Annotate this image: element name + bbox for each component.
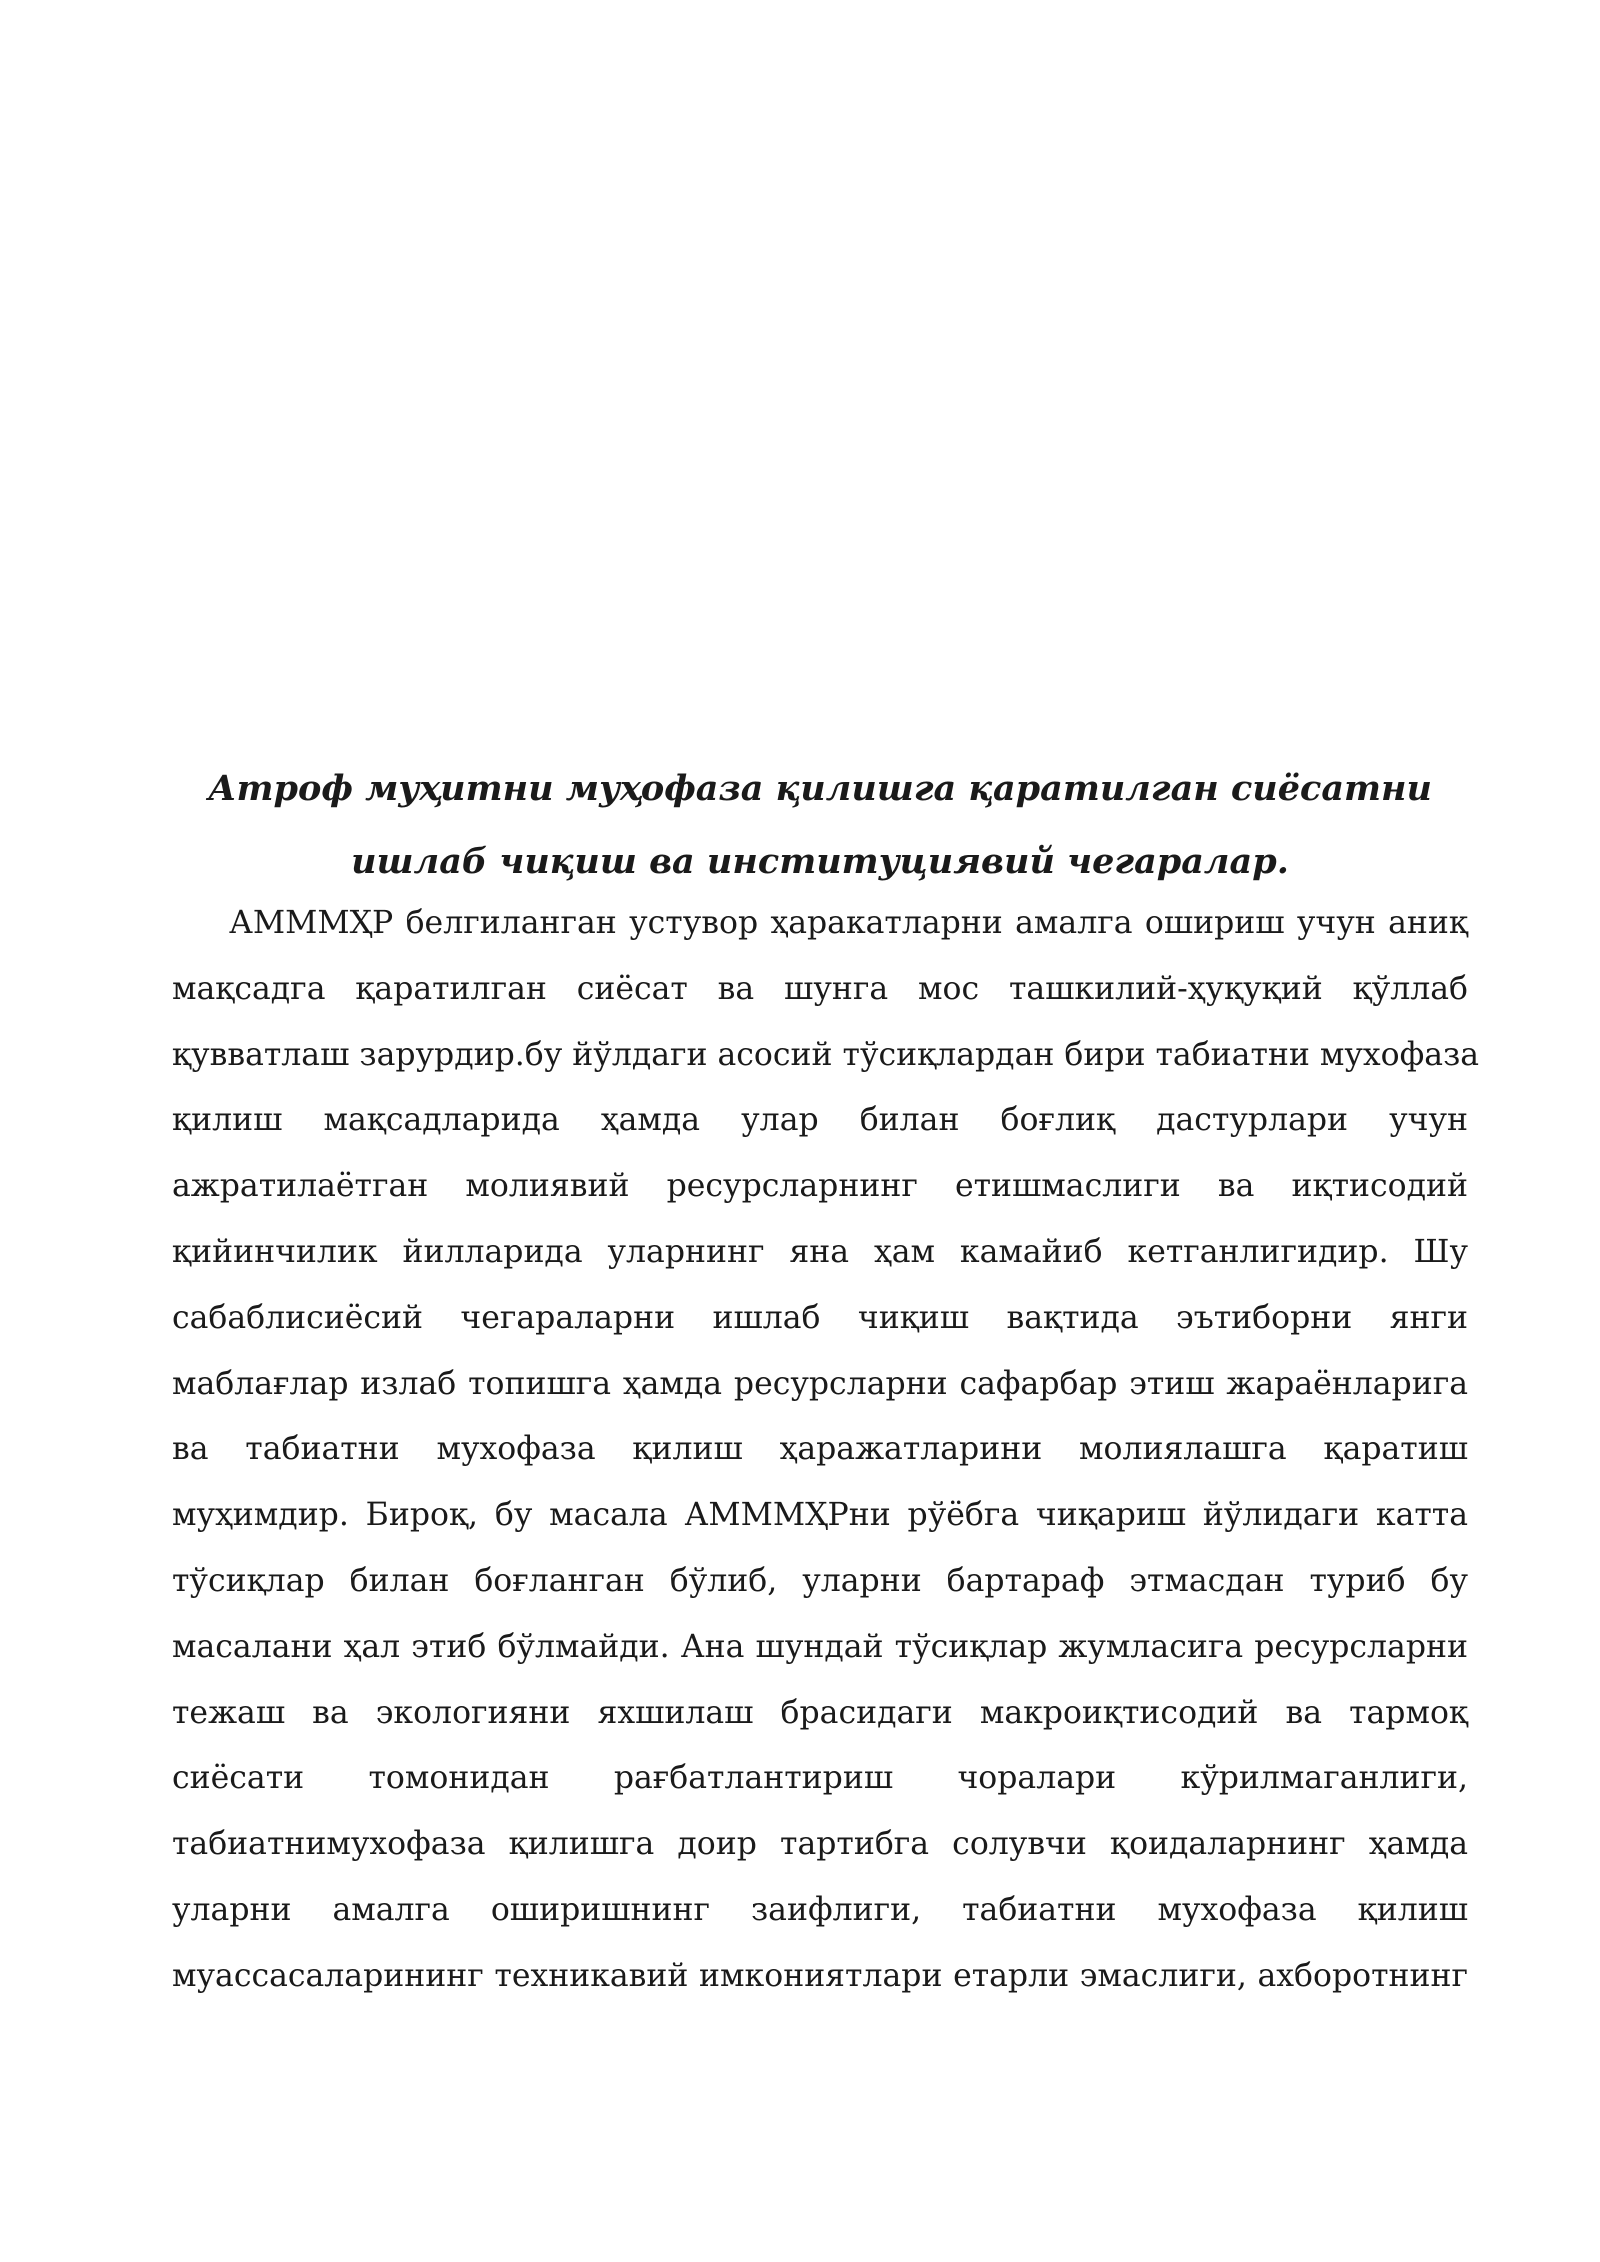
paragraph-line: табиатнимухофаза қилишга доир тартибга солувчи қоидаларнинг ҳамда bbox=[172, 1826, 1468, 1863]
paragraph-line: муҳимдир. Бироқ, бу масала АМММҲРни рўёбга чиқариш йўлидаги катта bbox=[172, 1497, 1468, 1534]
paragraph-line: қувватлаш зарурдир.бу йўлдаги асосий тўсиқлардан бири табиатни мухофаза bbox=[172, 1036, 1480, 1073]
body-paragraph bbox=[172, 891, 1480, 2010]
paragraph-line: сабаблисиёсий чегараларни ишлаб чиқиш вақтида эътиборни янги bbox=[172, 1299, 1468, 1336]
paragraph-line: мақсадга қаратилган сиёсат ва шунга мос ташкилий-ҳуқуқий қўллаб bbox=[172, 970, 1468, 1007]
paragraph-line: қилиш мақсадларида ҳамда улар билан боғлиқ дастурлари учун bbox=[172, 1102, 1468, 1139]
paragraph-line: ва табиатни мухофаза қилиш ҳаражатларини молиялашга қаратиш bbox=[172, 1431, 1468, 1468]
title-line-1: Атроф муҳитни муҳофаза қилишга қаратилган сиёсатни bbox=[208, 768, 1432, 809]
paragraph-line: уларни амалга оширишнинг заифлиги, табиатни мухофаза қилиш bbox=[172, 1891, 1468, 1928]
paragraph-line: қийинчилик йилларида уларнинг яна ҳам камайиб кетганлигидир. Шу bbox=[172, 1233, 1468, 1270]
paragraph-line: масалани ҳал этиб бўлмайди. Ана шундай тўсиқлар жумласига ресурсларни bbox=[172, 1628, 1468, 1665]
title-line-2: ишлаб чиқиш ва институциявий чегаралар. bbox=[351, 841, 1289, 882]
paragraph-line: сиёсати томонидан рағбатлантириш чоралари кўрилмаганлиги, bbox=[172, 1760, 1468, 1797]
document-title bbox=[172, 752, 1468, 898]
paragraph-line: муассасаларининг техникавий имкониятлари етарли эмаслиги, ахборотнинг bbox=[172, 1957, 1468, 1994]
paragraph-line: ажратилаётган молиявий ресурсларнинг етишмаслиги ва иқтисодий bbox=[172, 1168, 1468, 1205]
paragraph-line: АМММҲР белгиланган устувор ҳаракатларни амалга ошириш учун аниқ bbox=[229, 905, 1468, 941]
paragraph-line: тўсиқлар билан боғланган бўлиб, уларни бартараф этмасдан туриб бу bbox=[172, 1562, 1468, 1599]
paragraph-line: маблағлар излаб топишга ҳамда ресурсларни сафарбар этиш жараёнларига bbox=[172, 1365, 1468, 1402]
paragraph-line: тежаш ва экологияни яхшилаш брасидаги макроиқтисодий ва тармоқ bbox=[172, 1694, 1468, 1731]
